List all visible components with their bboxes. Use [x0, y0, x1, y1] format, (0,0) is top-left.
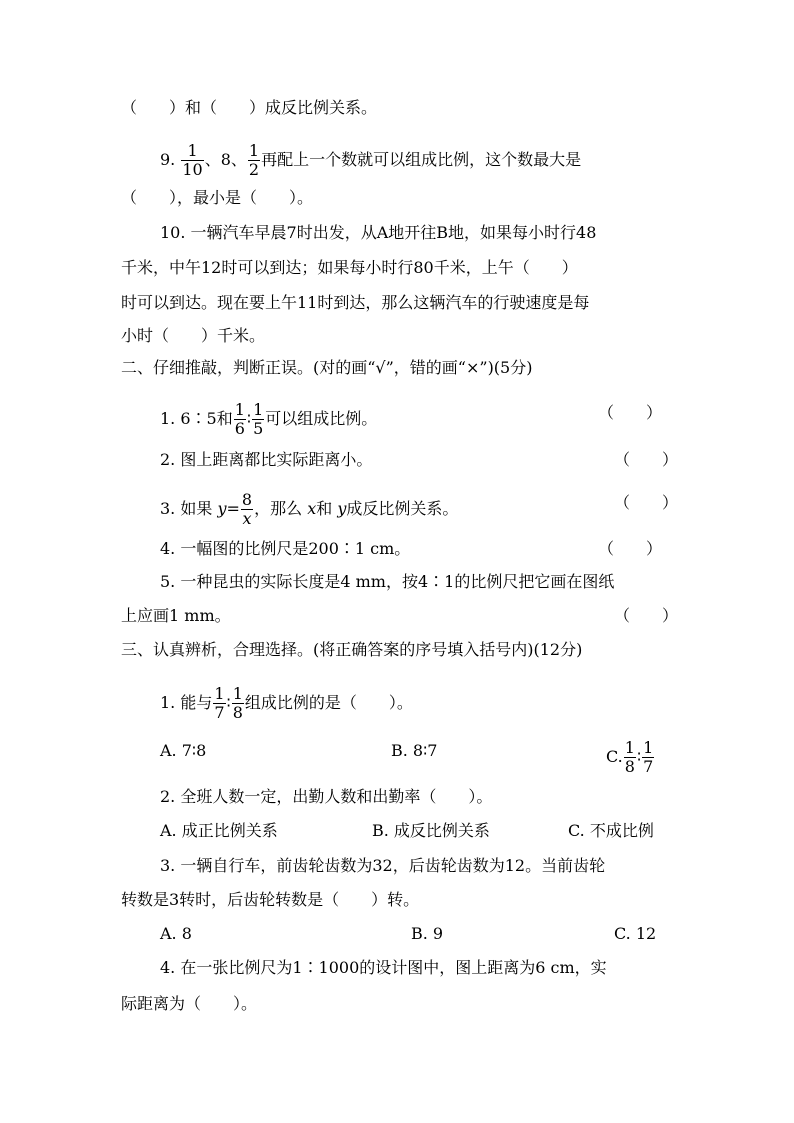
s3-q3-option-b[interactable]: B. 9 — [411, 924, 444, 943]
fraction-1-5: $\frac{1}{5}$ — [253, 400, 264, 438]
s3-q1-option-a[interactable]: A. 7∶8 — [160, 741, 207, 760]
s2-q3-answer-paren[interactable]: （ ） — [614, 493, 679, 512]
fraction-1-10: $\frac{1}{10}$ — [182, 141, 203, 179]
s3-question-1: 1. 能与 $\frac{1}{7}$ ∶ $\frac{1}{8}$ 组成比例的是（ ）。 — [160, 684, 413, 722]
question-10-line-1: 10. 一辆汽车早晨7时出发，从A地开往B地，如果每小时行48 — [160, 223, 597, 242]
s3-q3-option-c[interactable]: C. 12 — [614, 924, 657, 943]
s2-question-1: 1. 6∶5和 $\frac{1}{6}$ ∶ $\frac{1}{5}$ 可以组成比例。 — [160, 400, 378, 438]
question-10-line-2: 千米，中午12时可以到达；如果每小时行80千米，上午（ ） — [121, 258, 578, 277]
fraction-1-6: $\frac{1}{6}$ — [234, 400, 245, 438]
fraction-1-8: $\frac{1}{8}$ — [232, 684, 243, 722]
fraction-1-7: $\frac{1}{7}$ — [214, 684, 225, 722]
s3-q1-option-c[interactable]: C. $\frac{1}{8}$ ∶ $\frac{1}{7}$ — [606, 738, 654, 776]
s3-question-2: 2. 全班人数一定，出勤人数和出勤率（ ）。 — [160, 787, 493, 806]
s3-question-4-line-1: 4. 在一张比例尺为1∶1000的设计图中，图上距离为6 cm，实 — [160, 958, 607, 977]
s3-question-3-line-1: 3. 一辆自行车，前齿轮齿数为32，后齿轮齿数为12。当前齿轮 — [160, 856, 606, 875]
question-10-line-4: 小时（ ）千米。 — [121, 326, 266, 345]
s2-question-5-line-1: 5. 一种昆虫的实际长度是4 mm，按4∶1的比例尺把它画在图纸 — [160, 572, 615, 591]
fraction-8-x: $\frac{8}{x}$ — [241, 490, 253, 528]
fraction-1-8: $\frac{1}{8}$ — [624, 738, 635, 776]
s3-question-4-line-2: 际距离为（ ）。 — [121, 994, 258, 1013]
s2-question-2: 2. 图上距离都比实际距离小。 — [160, 450, 373, 469]
s2-question-4: 4. 一幅图的比例尺是200∶1 cm。 — [160, 539, 411, 558]
s3-question-3-line-2: 转数是3转时，后齿轮转数是（ ）转。 — [121, 890, 420, 909]
s3-q2-option-a[interactable]: A. 成正比例关系 — [160, 821, 278, 840]
question-10-line-3: 时可以到达。现在要上午11时到达，那么这辆汽车的行驶速度是每 — [121, 293, 590, 312]
s3-q2-option-c[interactable]: C. 不成比例 — [568, 821, 654, 840]
s3-q2-option-b[interactable]: B. 成反比例关系 — [372, 821, 490, 840]
s2-q1-answer-paren[interactable]: （ ） — [598, 403, 663, 422]
s2-q2-answer-paren[interactable]: （ ） — [614, 450, 679, 469]
question-9-number: 9. — [160, 150, 176, 169]
question-9-line-2: （ ），最小是（ ）。 — [121, 188, 314, 207]
section-2-title: 二、仔细推敲，判断正误。(对的画“√”，错的画“×”)(5分) — [121, 358, 533, 377]
s2-question-3: 3. 如果 y= $\frac{8}{x}$ ，那么 x和 y成反比例关系。 — [160, 490, 459, 528]
s2-q5-answer-paren[interactable]: （ ） — [614, 606, 679, 625]
s2-q4-answer-paren[interactable]: （ ） — [598, 539, 663, 558]
s3-q1-option-b[interactable]: B. 8∶7 — [391, 741, 438, 760]
question-9-line-1: 9. $\frac{1}{10}$ 、8、 $\frac{1}{2}$ 再配上一个数就可以组成比例，这个数最大是 — [160, 141, 582, 179]
fraction-1-2: $\frac{1}{2}$ — [248, 141, 260, 179]
fraction-1-7: $\frac{1}{7}$ — [643, 738, 654, 776]
s2-question-5-line-2: 上应画1 mm。 — [121, 606, 231, 625]
q8-continuation: （ ）和（ ）成反比例关系。 — [121, 98, 378, 117]
s3-q3-option-a[interactable]: A. 8 — [160, 924, 192, 943]
section-3-title: 三、认真辨析，合理选择。(将正确答案的序号填入括号内)(12分) — [121, 640, 583, 659]
